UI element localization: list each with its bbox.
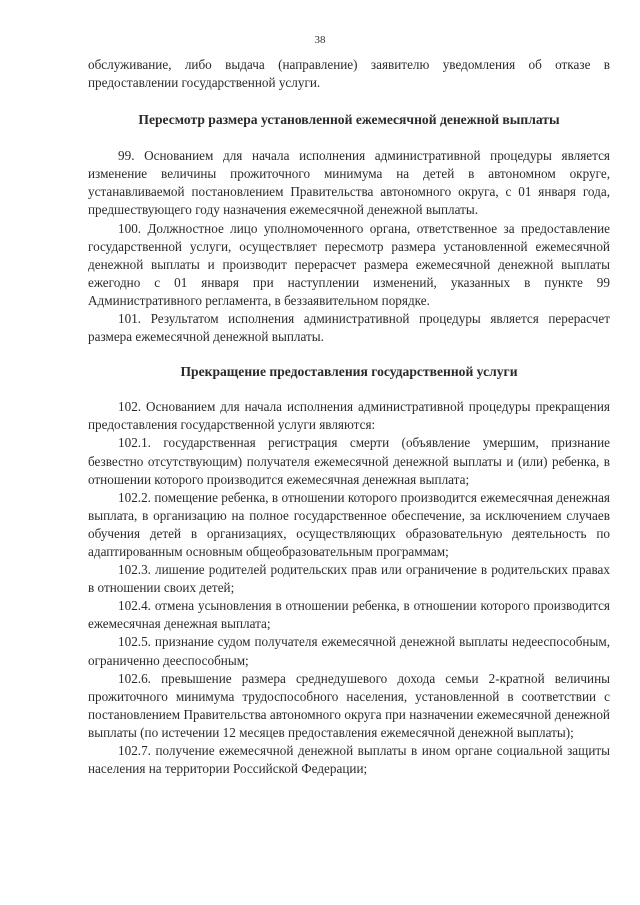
paragraph-102-4: 102.4. отмена усыновления в отношении ребенка, в отношении которого производится ежемесячная денежная выплата; [88, 598, 610, 632]
page-number: 38 [314, 34, 326, 46]
paragraph-102-7: 102.7. получение ежемесячной денежной выплаты в ином органе социальной защиты населения на территории Российской Федерации; [88, 743, 610, 777]
paragraph-99: 99. Основанием для начала исполнения административной процедуры является изменение величины прожиточного минимума на детей в автономном округе, устанавливаемой постановлением Правительства автономного округа, с 01 января года, предшествующего году назначения ежемесячной денежной выплаты. [88, 148, 610, 218]
paragraph-102-2: 102.2. помещение ребенка, в отношении которого производится ежемесячная денежная выплата, в организацию на полное государственное обеспечение, за исключением случаев обучения детей в организациях, осуществляющих образовательную деятельность по адаптированным основным общеобразовательным программам; [88, 489, 610, 559]
section-heading-termination: Прекращение предоставления государственной услуги [180, 364, 518, 380]
paragraph-101: 101. Результатом исполнения административной процедуры является перерасчет размера ежемесячной денежной выплаты. [88, 311, 610, 345]
paragraph-102-6: 102.6. превышение размера среднедушевого дохода семьи 2-кратной величины прожиточного минимума трудоспособного населения, установленной в соответствии с постановлением Правительства автономного округа при назначении ежемесячной денежной выплаты (по истечении 12 месяцев предоставления ежемесячной денежной выплаты); [88, 670, 610, 740]
paragraph-102-3: 102.3. лишение родителей родительских прав или ограничение в родительских правах в отношении своих детей; [88, 562, 610, 596]
intro-paragraph: обслуживание, либо выдача (направление) заявителю уведомления об отказе в предоставлении государственной услуги. [88, 57, 610, 91]
paragraph-100: 100. Должностное лицо уполномоченного органа, ответственное за предоставление государственной услуги, осуществляет пересмотр размера установленной ежемесячной денежной выплаты и производит перерасчет размера ежемесячной денежной выплаты ежегодно с 01 января при наступлении изменений, указанных в пункте 99 Административного регламента, в беззаявительном порядке. [88, 220, 610, 308]
paragraph-102-1: 102.1. государственная регистрация смерти (объявление умершим, признание безвестно отсутствующим) получателя ежемесячной денежной выплаты и (или) ребенка, в отношении которого производится ежемесячная денежная выплата; [88, 435, 610, 487]
paragraph-102: 102. Основанием для начала исполнения административной процедуры прекращения предоставления государственной услуги являются: [88, 399, 610, 433]
document-body [88, 56, 610, 778]
section-heading-recalculation: Пересмотр размера установленной ежемесячной денежной выплаты [138, 112, 560, 128]
paragraph-102-5: 102.5. признание судом получателя ежемесячной денежной выплаты недееспособным, ограниченно дееспособным; [88, 634, 610, 668]
